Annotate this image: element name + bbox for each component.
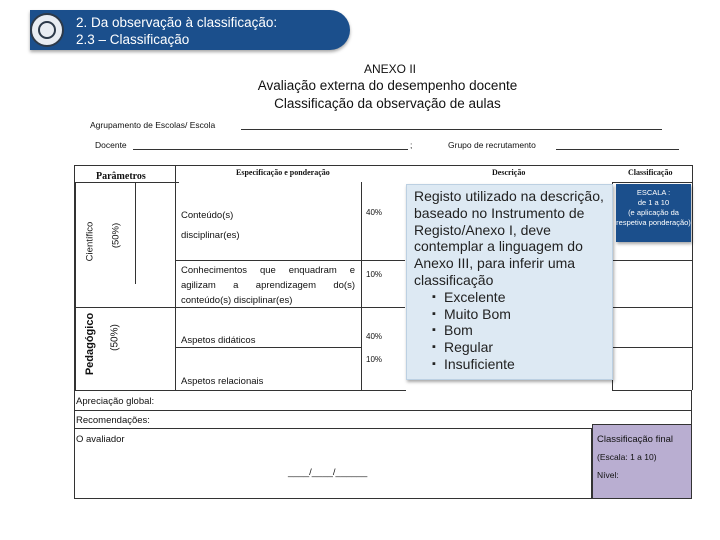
- apreciacao-box[interactable]: [74, 391, 692, 411]
- cientifico-label: Científico: [84, 221, 96, 262]
- document-title: [0, 77, 720, 113]
- classif-divider-3: [612, 347, 692, 348]
- row-conhecimentos-weight: 10%: [366, 270, 383, 279]
- classificacao-final-label: Classificação final: [597, 434, 674, 445]
- classif-divider-1: [612, 260, 692, 261]
- param-header-underline: [74, 182, 179, 183]
- row-relacionais-spec: Aspetos relacionais: [181, 376, 264, 387]
- annex-label: ANEXO II: [363, 62, 416, 76]
- section-header-line1: 2. Da observação à classificação:: [76, 15, 278, 30]
- table-right-border: [692, 165, 693, 390]
- level-bom: ▪ Bom: [418, 322, 608, 339]
- row-conteudos-line2: disciplinar(es): [181, 230, 240, 241]
- row-divider-1: [175, 260, 405, 261]
- level-excelente: ▪ Excelente: [418, 289, 608, 306]
- classif-divider-2: [612, 307, 692, 308]
- row-conhecimentos-spec: Conhecimentos que enquadram e agilizam a aprendizagem do(s) conteúdo(s) disciplinar(es): [181, 265, 355, 306]
- nivel-label: Nível:: [597, 470, 619, 480]
- row-relacionais-weight: 10%: [366, 355, 383, 364]
- escala-line1: ESCALA :: [636, 188, 671, 197]
- docente-label: Docente: [95, 140, 127, 150]
- parametros-header: Parâmetros: [96, 171, 146, 182]
- document-title-line1: Avaliação externa do desempenho docente: [257, 78, 518, 93]
- apreciacao-label: Apreciação global:: [76, 396, 155, 407]
- avaliador-label: O avaliador: [76, 434, 125, 445]
- table-top-border: [74, 165, 692, 166]
- descricao-callout-list: [418, 289, 608, 373]
- descricao-header: Descrição: [492, 168, 526, 177]
- date-field[interactable]: ____/____/______: [288, 467, 368, 478]
- docente-semicolon: ;: [410, 140, 413, 150]
- docente-field[interactable]: [133, 140, 408, 150]
- row-divider-3: [175, 347, 361, 348]
- pedagogico-label: Pedagógico: [84, 312, 96, 376]
- level-regular: ▪ Regular: [418, 339, 608, 356]
- cientifico-weight: (50%): [110, 222, 122, 249]
- avaliador-box[interactable]: [74, 429, 592, 499]
- grupo-field[interactable]: [556, 140, 679, 150]
- escala-box: [616, 184, 691, 242]
- section-header-text: [76, 14, 277, 48]
- level-insuficiente: ▪ Insuficiente: [418, 356, 608, 373]
- document-title-line2: Classificação da observação de aulas: [274, 96, 501, 111]
- agrupamento-field[interactable]: [241, 120, 662, 130]
- target-circle-icon: [30, 13, 64, 47]
- spec-weight-divider: [361, 182, 362, 390]
- especificacao-header: Especificação e ponderação: [236, 168, 330, 177]
- section-header-line2: 2.3 – Classificação: [76, 32, 190, 47]
- cientifico-divider: [135, 182, 136, 284]
- grupo-label: Grupo de recrutamento: [448, 140, 536, 150]
- row-conteudos-line1: Conteúdo(s): [181, 210, 234, 221]
- escala-line2: de 1 a 10: [637, 198, 670, 207]
- descricao-callout: [414, 188, 608, 373]
- recomendacoes-label: Recomendações:: [76, 415, 150, 426]
- pedagogico-weight: (50%): [109, 324, 121, 351]
- row-didaticos-weight: 40%: [366, 332, 383, 341]
- escala-final-label: (Escala: 1 a 10): [597, 452, 657, 462]
- level-muito-bom: ▪ Muito Bom: [418, 306, 608, 323]
- agrupamento-label: Agrupamento de Escolas/ Escola: [90, 120, 216, 130]
- descricao-callout-text: Registo utilizado na descrição, baseado no Instrumento de Registo/Anexo I, deve contemplar a linguagem do Anexo III, para inferir uma classificação: [414, 188, 604, 288]
- table-left-border-thick: [74, 183, 76, 390]
- row-didaticos-spec: Aspetos didáticos: [181, 335, 256, 346]
- classif-header-underline: [612, 182, 692, 183]
- row-conteudos-weight: 40%: [366, 208, 383, 217]
- escala-line3: (e aplicação da respetiva ponderação): [616, 208, 691, 227]
- param-spec-divider: [175, 165, 176, 390]
- classificacao-header: Classificação: [628, 168, 673, 177]
